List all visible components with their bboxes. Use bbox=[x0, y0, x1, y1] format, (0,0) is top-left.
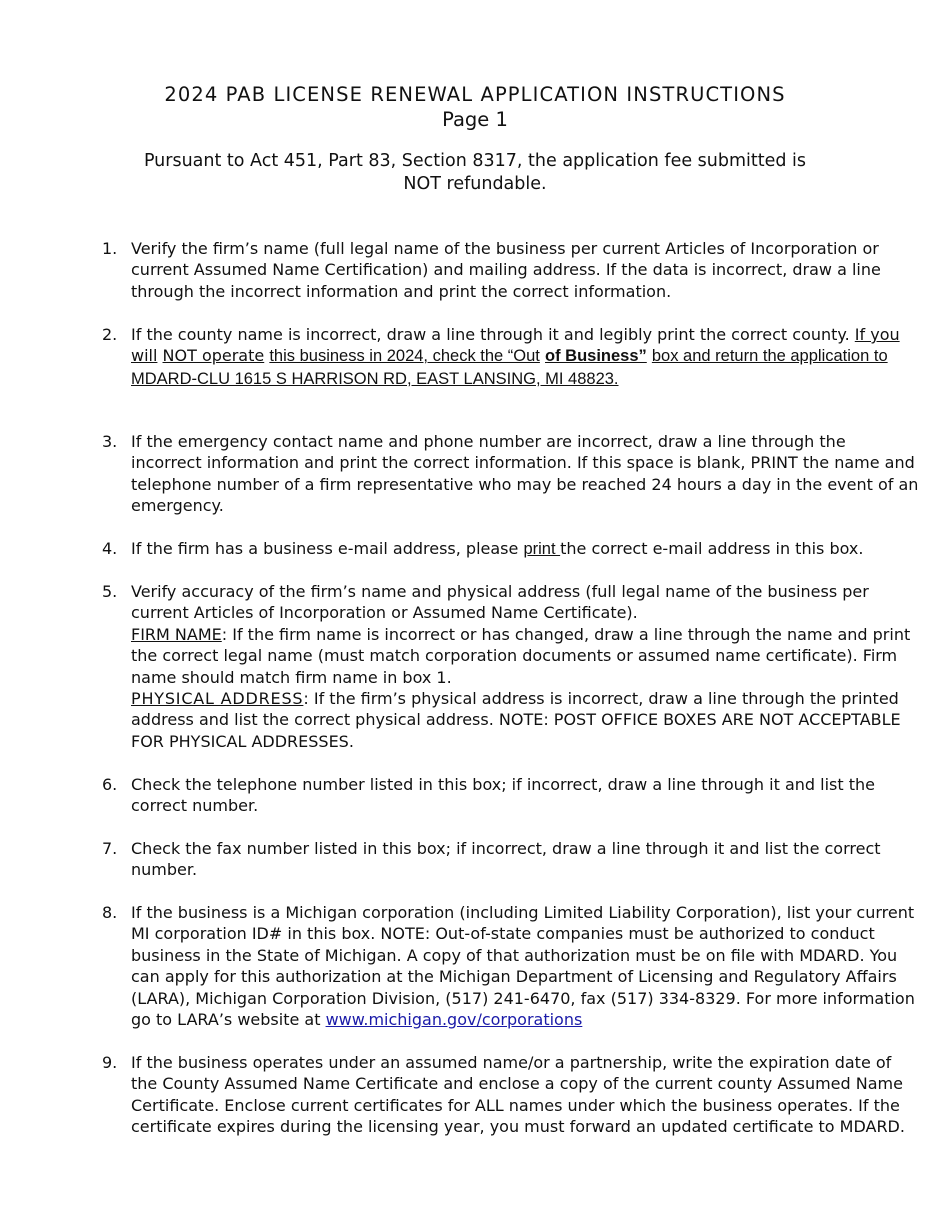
instruction-item-3 bbox=[102, 431, 921, 517]
item-number: 9. bbox=[102, 1053, 118, 1072]
fee-notice: Pursuant to Act 451, Part 83, Section 8317, the application fee submitted is NOT refundable. bbox=[143, 151, 807, 194]
out-of-business-label: of Business” bbox=[545, 347, 647, 366]
firm-name-text: : If the firm name is incorrect or has changed, draw a line through the name and print the correct legal name (must match corporation documents or assumed name certificate). Firm name should match firm name in box 1. bbox=[131, 624, 911, 687]
instruction-item-4 bbox=[102, 538, 921, 560]
instruction-item-6 bbox=[102, 774, 921, 817]
page-title: 2024 PAB LICENSE RENEWAL APPLICATION INSTRUCTIONS bbox=[164, 83, 786, 106]
item-text: If the county name is incorrect, draw a line through it and legibly print the correct county. bbox=[131, 325, 855, 344]
item-number: 5. bbox=[102, 582, 118, 601]
return-address-text: box and return the application to MDARD-CLU 1615 S HARRISON RD, EAST LANSING, MI 48823. bbox=[131, 347, 888, 388]
instruction-item-1 bbox=[102, 238, 921, 302]
item-number: 3. bbox=[102, 432, 118, 451]
instruction-item-2 bbox=[102, 324, 921, 390]
item-number: 4. bbox=[102, 539, 118, 558]
page-number: Page 1 bbox=[442, 108, 508, 131]
item-text: If the business operates under an assumed name/or a partnership, write the expiration date of the County Assumed Name Certificate and enclose a copy of the current county Assumed Name Certificate. Enclose current certificates for ALL names under which the business operates. If the certificate expires during the licensing year, you must forward an updated certificate to MDARD. bbox=[131, 1053, 905, 1137]
item-text: Verify accuracy of the firm’s name and physical address (full legal name of the business per current Articles of Incorporation or Assumed Name Certificate). bbox=[131, 582, 869, 623]
item-number: 1. bbox=[102, 239, 118, 258]
item-number: 7. bbox=[102, 839, 118, 858]
item-text: If the firm has a business e-mail address, please bbox=[131, 539, 524, 558]
physical-address-text: : If the firm’s physical address is incorrect, draw a line through the printed address and list the correct physical address. NOTE: POST OFFICE BOXES ARE NOT ACCEPTABLE FOR PHYSICAL ADDRESSES. bbox=[131, 689, 901, 751]
item-text: If the emergency contact name and phone number are incorrect, draw a line through the incorrect information and print the correct information. If this space is blank, PRINT the name and telephone number of a firm representative who may be reached 24 hours a day in the event of an emergency. bbox=[131, 432, 919, 516]
item-text-end: the correct e-mail address in this box. bbox=[560, 539, 864, 558]
instruction-item-7 bbox=[102, 838, 921, 881]
item-number: 8. bbox=[102, 903, 118, 922]
print-emphasis: print bbox=[523, 540, 561, 558]
firm-name-label: FIRM NAME bbox=[131, 624, 222, 644]
item-text: Check the telephone number listed in this box; if incorrect, draw a line through it and list the correct number. bbox=[131, 775, 875, 816]
out-of-business-instruction-part: If you will bbox=[131, 325, 900, 366]
out-of-business-instruction-part: this business in 2024, check the “Out bbox=[269, 347, 540, 366]
item-number: 6. bbox=[102, 775, 118, 794]
not-operate-text: NOT operate bbox=[162, 346, 265, 366]
corporations-website-link[interactable]: www.michigan.gov/corporations bbox=[325, 1010, 583, 1030]
item-text: If the business is a Michigan corporation (including Limited Liability Corporation), list your current MI corporation ID# in this box. NOTE: Out-of-state companies must be authorized to conduct business in the State of Michigan. A copy of that authorization must be on file with MDARD. You can apply for this authorization at the Michigan Department of Licensing and Regulatory Affairs (LARA), Michigan Corporation Division, (517) 241-6470, fax (517) 334-8329. For more information go to LARA’s website at bbox=[131, 903, 915, 1030]
instruction-item-5 bbox=[102, 581, 921, 752]
instruction-item-9 bbox=[102, 1052, 921, 1138]
item-text: Verify the firm’s name (full legal name of the business per current Articles of Incorporation or current Assumed Name Certification) and mailing address. If the data is incorrect, draw a line through the incorrect information and print the correct information. bbox=[131, 239, 881, 301]
item-number: 2. bbox=[102, 325, 118, 344]
item-text: Check the fax number listed in this box; if incorrect, draw a line through it and list the correct number. bbox=[131, 839, 881, 880]
physical-address-label: PHYSICAL ADDRESS bbox=[131, 689, 304, 709]
instruction-item-8 bbox=[102, 902, 921, 1030]
